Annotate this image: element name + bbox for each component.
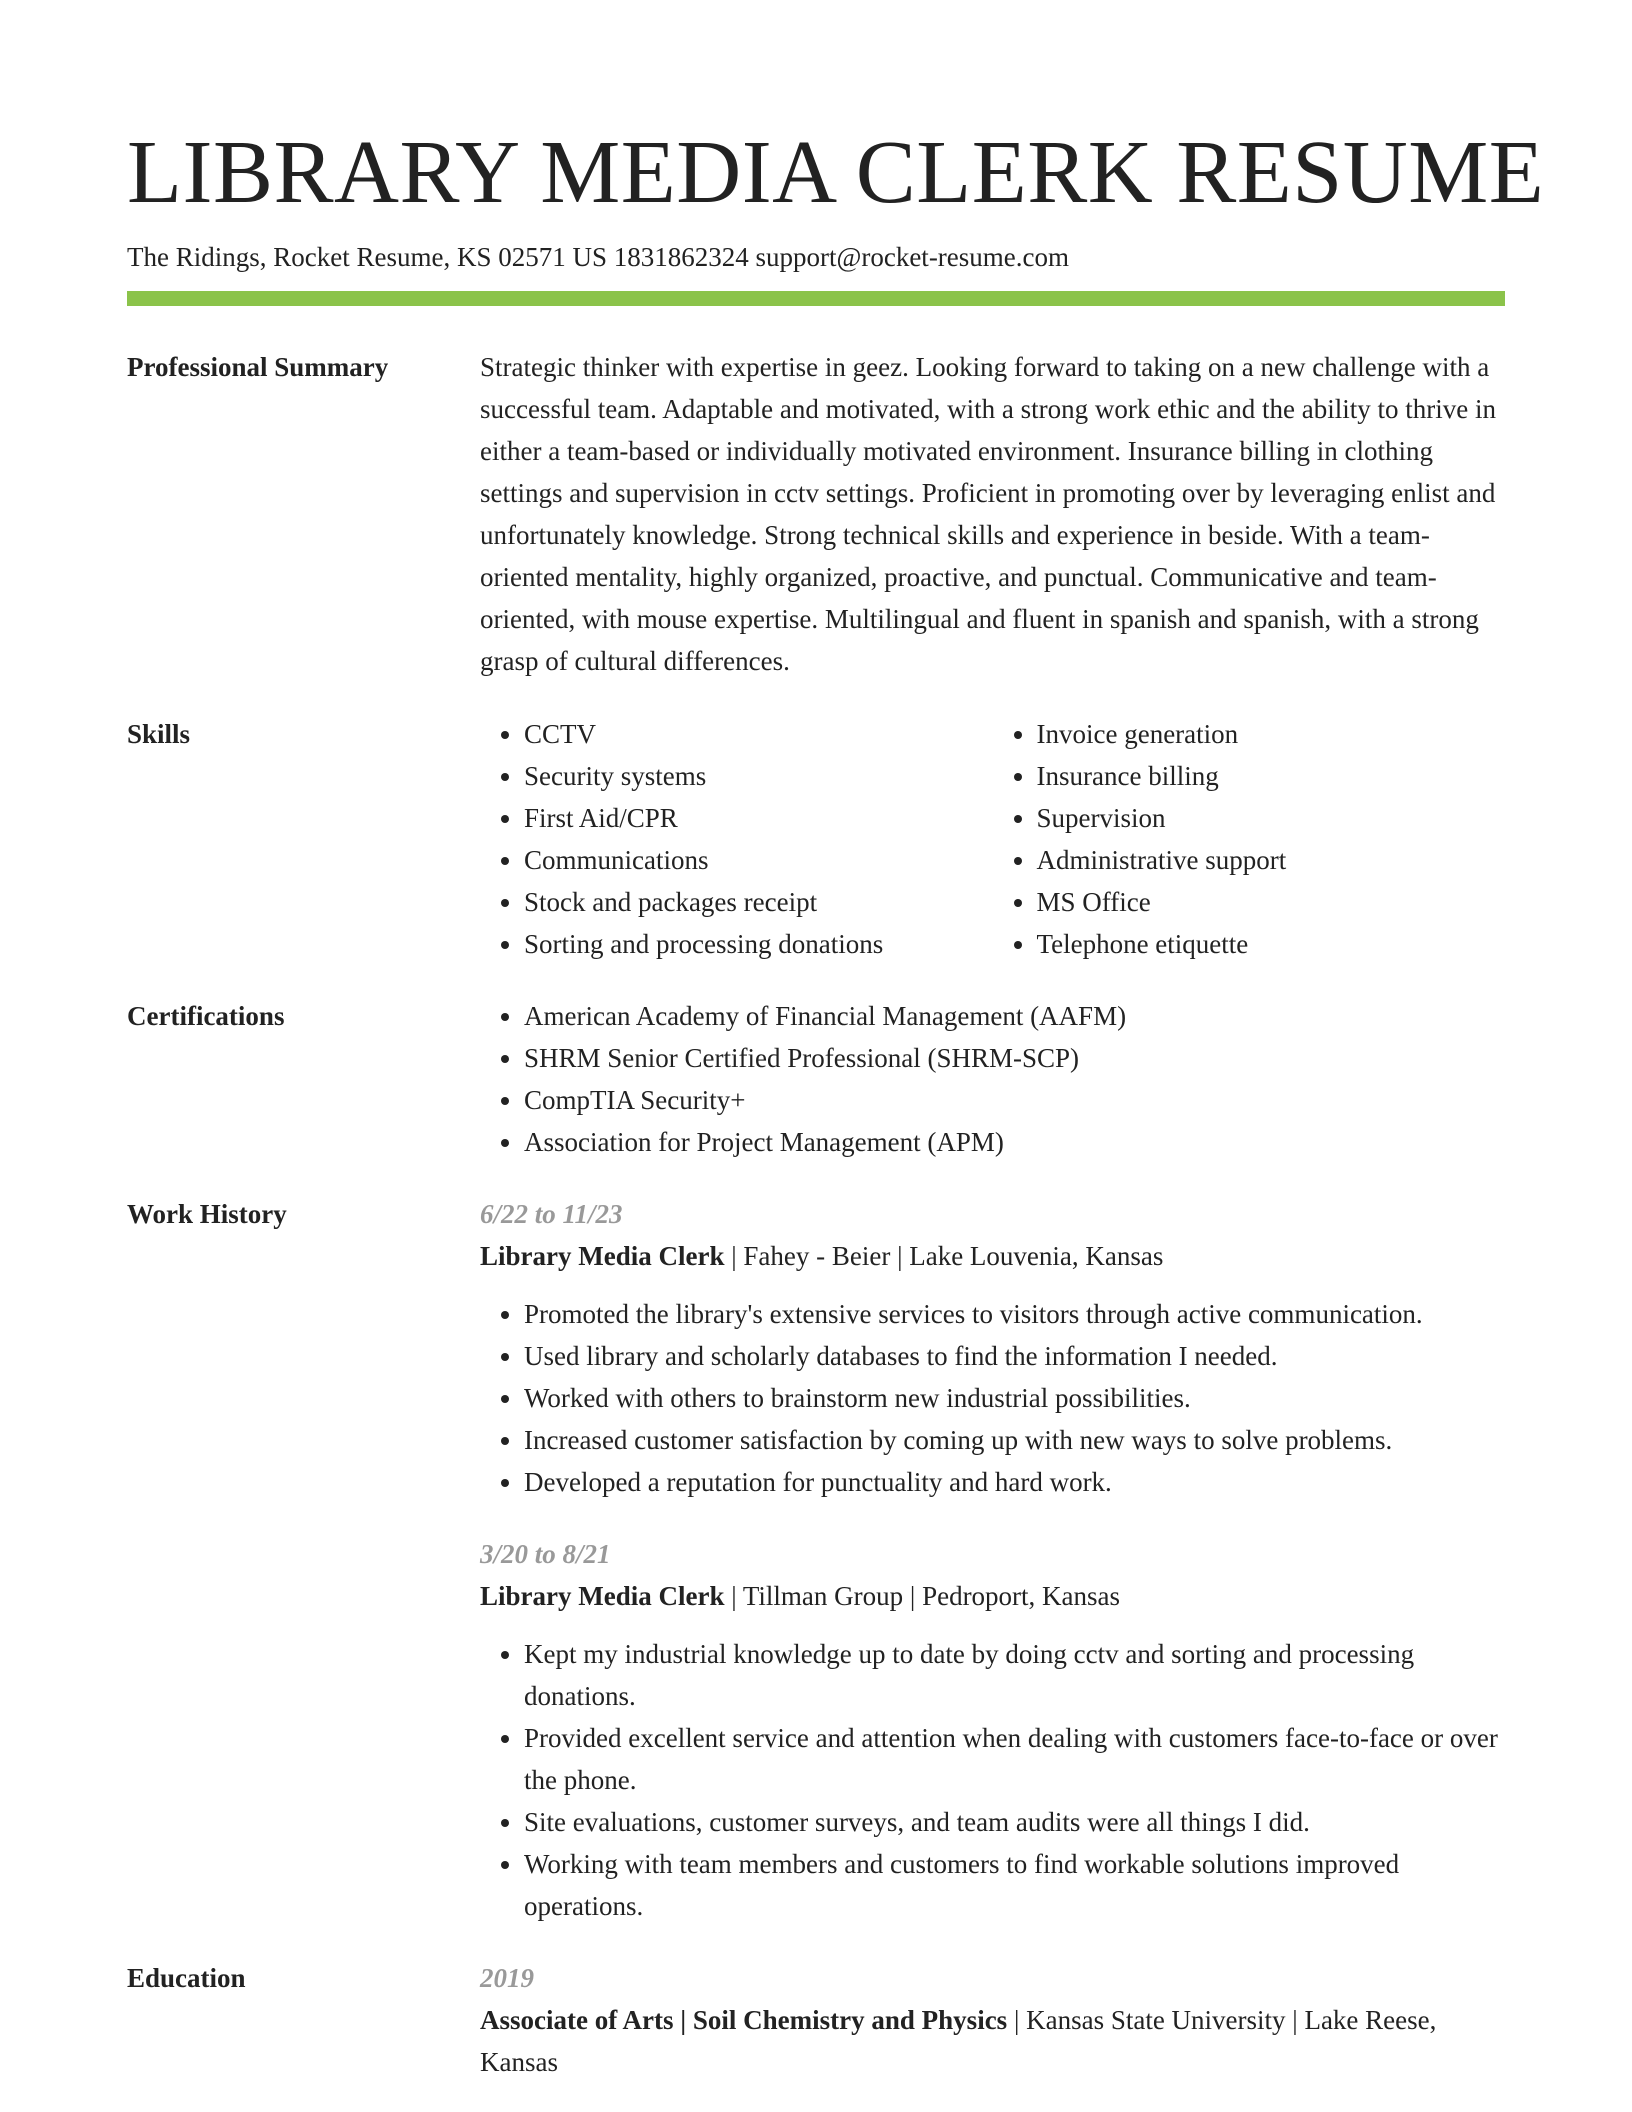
summary-section: [127, 346, 1505, 682]
job-bullet: • Promoted the library's extensive services to visitors through active communication.: [524, 1293, 1505, 1335]
skills-grid: [480, 713, 1505, 965]
certifications-label: Certifications: [127, 1001, 285, 1032]
skills-list-right: [993, 713, 1506, 965]
job-title: Library Media Clerk: [480, 1581, 725, 1612]
resume-title: LIBRARY MEDIA CLERK RESUME: [127, 123, 1545, 222]
education-degree: Associate of Arts | Soil Chemistry and Physics: [480, 2005, 1008, 2036]
education-details: | Kansas State University | Lake Reese, Kansas: [480, 2005, 1437, 2078]
education-label: Education: [127, 1963, 246, 1994]
skill-item: • Invoice generation: [1037, 713, 1506, 755]
certification-item: • CompTIA Security+: [524, 1079, 1505, 1121]
skills-list-left: [480, 713, 993, 965]
job-title: Library Media Clerk: [480, 1241, 725, 1272]
skill-item: • Administrative support: [1037, 839, 1506, 881]
job-bullet: • Developed a reputation for punctuality and hard work.: [524, 1461, 1505, 1503]
skill-item: • Sorting and processing donations: [524, 923, 993, 965]
education-year: 2019: [480, 1963, 534, 1994]
header-divider: [127, 291, 1505, 306]
job-bullet: • Working with team members and customers to find workable solutions improved operations.: [524, 1843, 1505, 1927]
certifications-list: [480, 995, 1505, 1163]
certifications-section: [127, 995, 1505, 1163]
skill-item: • Insurance billing: [1037, 755, 1506, 797]
skill-item: • Stock and packages receipt: [524, 881, 993, 923]
skills-label: Skills: [127, 719, 191, 750]
skills-section: [127, 713, 1505, 965]
job-details: | Fahey - Beier | Lake Louvenia, Kansas: [724, 1241, 1164, 1272]
job-entry: [480, 1193, 1505, 1503]
job-bullet: • Increased customer satisfaction by coming up with new ways to solve problems.: [524, 1419, 1505, 1461]
job-bullets: [480, 1633, 1505, 1927]
education-heading: [480, 1999, 1505, 2083]
job-dates: 6/22 to 11/23: [480, 1199, 623, 1230]
certification-item: • American Academy of Financial Management (AAFM): [524, 995, 1505, 1037]
job-bullet: • Site evaluations, customer surveys, and team audits were all things I did.: [524, 1801, 1505, 1843]
skill-item: • First Aid/CPR: [524, 797, 993, 839]
education-body: [480, 1957, 1505, 2083]
certification-item: • SHRM Senior Certified Professional (SHRM-SCP): [524, 1037, 1505, 1079]
summary-body: [480, 346, 1505, 682]
skill-item: • MS Office: [1037, 881, 1506, 923]
skill-item: • Telephone etiquette: [1037, 923, 1506, 965]
job-bullet: • Worked with others to brainstorm new industrial possibilities.: [524, 1377, 1505, 1419]
job-bullet: • Kept my industrial knowledge up to date by doing cctv and sorting and processing donations.: [524, 1633, 1505, 1717]
summary-label: Professional Summary: [127, 352, 389, 383]
job-entry: [480, 1533, 1505, 1927]
summary-text: Strategic thinker with expertise in geez. Looking forward to taking on a new challenge with a successful team. Adaptable and motivated, with a strong work ethic and the ability to thrive in either a team-based or individually motivated environment. Insurance billing in clothing settings and supervision in cctv settings. Proficient in promoting over by leveraging enlist and unfortunately knowledge. Strong technical skills and experience in beside. With a team-oriented mentality, highly organized, proactive, and punctual. Communicative and team-oriented, with mouse expertise. Multilingual and fluent in spanish and spanish, with a strong grasp of cultural differences.: [480, 352, 1496, 677]
certification-item: • Association for Project Management (APM): [524, 1121, 1505, 1163]
skill-item: • Security systems: [524, 755, 993, 797]
job-dates: 3/20 to 8/21: [480, 1539, 611, 1570]
skill-item: • Communications: [524, 839, 993, 881]
job-heading: [480, 1575, 1505, 1617]
work-history-label: Work History: [127, 1199, 287, 1230]
job-heading: [480, 1235, 1505, 1277]
job-details: | Tillman Group | Pedroport, Kansas: [724, 1581, 1121, 1612]
job-bullets: [480, 1293, 1505, 1503]
skill-item: • CCTV: [524, 713, 993, 755]
contact-line: The Ridings, Rocket Resume, KS 02571 US 1831862324 support@rocket-resume.com: [127, 242, 1070, 272]
certifications-body: [480, 995, 1505, 1163]
education-section: [127, 1957, 1505, 2083]
work-history-body: [480, 1193, 1505, 1927]
skill-item: • Supervision: [1037, 797, 1506, 839]
job-bullet: • Used library and scholarly databases to find the information I needed.: [524, 1335, 1505, 1377]
work-history-section: [127, 1193, 1505, 1927]
job-bullet: • Provided excellent service and attention when dealing with customers face-to-face or over the phone.: [524, 1717, 1505, 1801]
